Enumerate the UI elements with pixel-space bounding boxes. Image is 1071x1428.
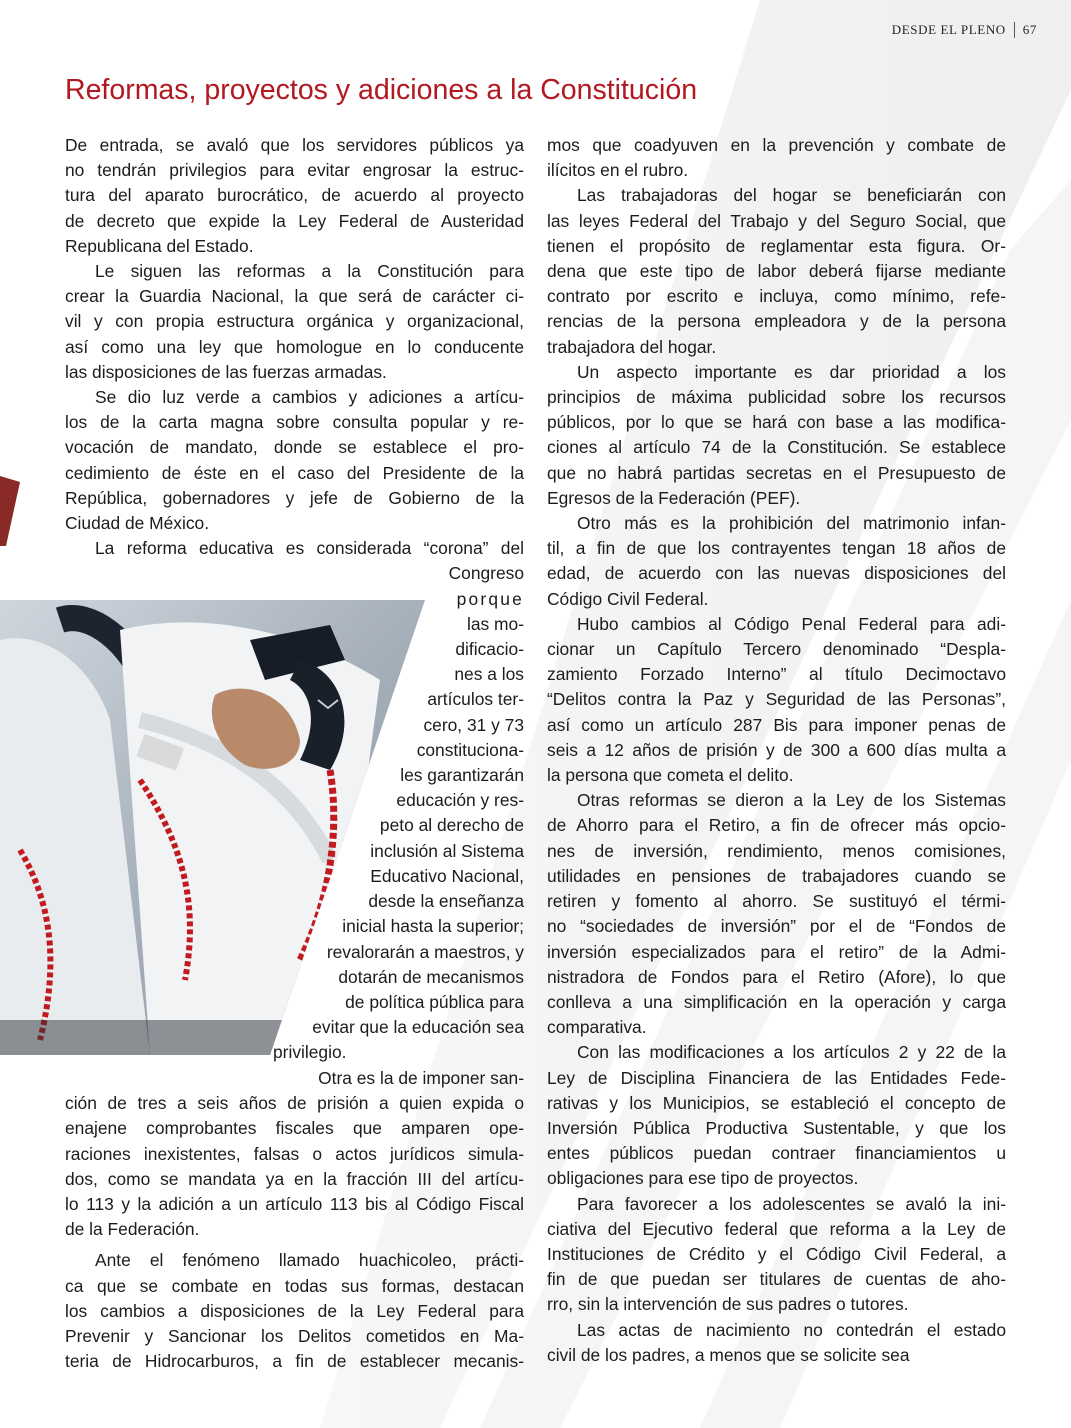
text-line: los de la carta magna sobre consulta popular y re-: [65, 412, 524, 433]
text-line: Educativo Nacional,: [370, 865, 524, 886]
text-line: Otras reformas se dieron a la Ley de los Sistemas: [577, 790, 1006, 811]
text-line: inclusión al Sistema: [370, 840, 524, 861]
text-line: principios de máxima publicidad sobre los recursos: [547, 387, 1006, 408]
text-line: nes a los: [454, 664, 524, 685]
right-column: [547, 133, 1006, 1368]
paragraph: [65, 133, 524, 259]
text-line: rativas y los Municipios, se estableció el concepto de: [547, 1092, 1006, 1113]
text-line: los cambios a disposiciones de la Ley Federal para: [65, 1300, 524, 1321]
text-line: así como una ley que homologue en lo conducente: [65, 336, 524, 357]
text-line: ción de tres a seis años de prisión a quien expida o: [65, 1093, 524, 1114]
text-line: dena que este tipo de labor deberá fijarse mediante: [547, 261, 1006, 282]
text-line: nes de inversión, rendimiento, menos comisiones,: [547, 840, 1006, 861]
text-line: vocación de mandato, donde se establece el pro-: [65, 437, 524, 458]
text-line: mos que coadyuven en la prevención y combate de: [547, 135, 1006, 155]
text-line: De entrada, se avaló que los servidores públicos ya: [65, 135, 524, 155]
text-line: de política pública para: [345, 991, 524, 1012]
text-line: La reforma educativa es considerada “corona” del: [95, 538, 524, 559]
text-line: fin de que puedan ser titulares de cuentas de aho-: [547, 1269, 1006, 1290]
text-line: porque: [456, 588, 524, 609]
text-line: dificacio-: [455, 639, 524, 660]
text-line: las disposiciones de las fuerzas armadas.: [65, 361, 387, 382]
text-line: privilegio.: [273, 1042, 347, 1063]
text-line: educación y res-: [396, 790, 524, 811]
text-line: Republicana del Estado.: [65, 235, 254, 256]
text-line: ciativa del Ejecutivo federal que reforma a la Ley de: [547, 1218, 1006, 1239]
paragraph: [547, 1040, 1006, 1191]
text-line: cero, 31 y 73: [423, 714, 524, 735]
text-line: Instituciones de Crédito y el Código Civil Federal, a: [547, 1243, 1006, 1264]
paragraph: [547, 612, 1006, 788]
text-line: Las trabajadoras del hogar se beneficiarán con: [577, 185, 1006, 206]
text-line: rencias de la persona empleadora y de la persona: [547, 311, 1006, 332]
text-line: nistradora de Fondos para el Retiro (Afore), lo que: [547, 966, 1006, 987]
text-line: de la Federación.: [65, 1219, 200, 1240]
text-line: rro, sin la intervención de sus padres o tutores.: [547, 1294, 909, 1315]
paragraph: [65, 1248, 524, 1374]
text-line: públicos, por lo que se hará con base a las modifica-: [547, 412, 1006, 433]
text-line: conlleva a una simplificación en la operación y carga: [547, 991, 1006, 1012]
article-title: Reformas, proyectos y adiciones a la Constitución: [65, 74, 698, 106]
text-line: las mo-: [466, 613, 524, 634]
text-line: Otro más es la prohibición del matrimonio infan-: [577, 513, 1006, 534]
text-line: enajene comprobantes fiscales que amparen ope-: [65, 1118, 524, 1139]
text-line: República, gobernadores y jefe de Gobierno de la: [65, 487, 524, 508]
text-line: lo 113 y la adición a un artículo 113 bis al Código Fiscal: [65, 1194, 524, 1215]
text-line: cionar un Capítulo Tercero denominado “Despla-: [547, 639, 1006, 660]
text-line: contrato por escrito e incluya, como mínimo, refe-: [547, 286, 1006, 307]
section-name: DESDE EL PLENO: [891, 22, 1006, 37]
text-line: Prevenir y Sancionar los Delitos cometidos en Ma-: [65, 1326, 524, 1347]
paragraph: [547, 133, 1006, 183]
text-line: cedimiento de éste en el caso del Presidente de la: [65, 462, 524, 483]
text-line: constituciona-: [416, 739, 524, 760]
text-line: Hubo cambios al Código Penal Federal para adi-: [577, 613, 1006, 634]
text-line: evitar que la educación sea: [312, 1017, 524, 1038]
red-tab-mark: [0, 476, 20, 546]
text-line: peto al derecho de: [379, 815, 524, 836]
text-line: utilidades en pensiones de trabajadores cuando se: [547, 865, 1006, 886]
paragraph: [547, 1192, 1006, 1318]
text-line: así como un artículo 287 Bis para imponer penas de: [547, 714, 1006, 735]
text-line: Se dio luz verde a cambios y adiciones a artícu-: [95, 387, 524, 408]
paragraph: [547, 183, 1006, 359]
text-line: trabajadora del hogar.: [547, 336, 717, 357]
text-line: no tendrán privilegios para evitar engrosar la estruc-: [65, 160, 524, 181]
text-line: Le siguen las reformas a la Constitución para: [95, 261, 524, 282]
text-line: no “sociedades de inversión” por el de “Fondos de: [547, 916, 1006, 937]
text-line: retiren y fomento al ahorro. Se sustituyó el térmi-: [547, 891, 1006, 912]
paragraph: [547, 788, 1006, 1040]
text-line: la persona que cometa el delito.: [547, 765, 794, 786]
text-line: entes públicos puedan contraer financiamientos u: [547, 1143, 1006, 1164]
text-line: artículos ter-: [427, 689, 524, 710]
text-line: Para favorecer a los adolescentes se avaló la ini-: [577, 1193, 1006, 1214]
running-header: [892, 22, 1037, 38]
paragraph: [547, 360, 1006, 511]
text-line: comparativa.: [547, 1017, 647, 1038]
text-line: de Ahorro para el Retiro, a fin de ofrecer más opcio-: [547, 815, 1006, 836]
text-line: les garantizarán: [400, 765, 524, 786]
paragraph: [547, 511, 1006, 612]
text-line: que no habrá partidas secretas en el Presupuesto de: [547, 462, 1006, 483]
text-line: de decreto que expide la Ley Federal de Austeridad: [65, 210, 524, 231]
text-line: seis a 12 años de prisión y de 300 a 600 días multa a: [547, 739, 1006, 760]
paragraph: [547, 1318, 1006, 1368]
left-column-bottom: [65, 1066, 524, 1374]
page-number: 67: [1022, 22, 1037, 37]
text-line: tura del aparato burocrático, de acuerdo al proyecto: [65, 185, 524, 206]
text-line: zamiento Forzado Interno” al título Decimoctavo: [547, 664, 1006, 685]
text-line: obligaciones para ese tipo de proyectos.: [547, 1168, 859, 1189]
paragraph: [65, 259, 524, 385]
text-line: las leyes Federal del Trabajo y del Seguro Social, que: [547, 210, 1006, 231]
text-line: Las actas de nacimiento no contedrán el estado: [577, 1319, 1006, 1340]
text-line: raciones inexistentes, falsas o actos jurídicos simula-: [65, 1143, 524, 1164]
text-line: Inversión Pública Productiva Sustentable, y que los: [547, 1117, 1006, 1138]
text-line: crear la Guardia Nacional, la que será de carácter ci-: [65, 286, 524, 307]
header-divider: [1014, 22, 1015, 38]
text-line: desde la enseñanza: [368, 891, 524, 912]
text-line: inicial hasta la superior;: [342, 916, 524, 937]
text-line: teria de Hidrocarburos, a fin de establecer mecanis-: [65, 1351, 524, 1372]
text-line: Un aspecto importante es dar prioridad a los: [577, 361, 1006, 382]
text-line: til, a fin de que los contrayentes tengan 18 años de: [547, 538, 1006, 559]
text-line: Congreso: [448, 563, 524, 584]
text-line: Ciudad de México.: [65, 513, 210, 534]
text-line: civil de los padres, a menos que se solicite sea: [547, 1344, 910, 1365]
text-line: Otra es la de imponer san-: [318, 1068, 524, 1088]
text-line: Ante el fenómeno llamado huachicoleo, prácti-: [95, 1250, 524, 1271]
text-line: dos, como se mandata ya en la fracción III del artícu-: [65, 1168, 524, 1189]
text-line: Con las modificaciones a los artículos 2 y 22 de la: [577, 1042, 1006, 1063]
left-column: [65, 133, 524, 1066]
text-line: “Delitos contra la Paz y Seguridad de las Personas”,: [547, 689, 1006, 710]
text-line: ca que se combate en todas sus formas, destacan: [65, 1275, 524, 1296]
text-line: tienen el propósito de reglamentar esta figura. Or-: [547, 235, 1006, 256]
paragraph: [65, 385, 524, 536]
text-line: Ley de Disciplina Financiera de las Entidades Fede-: [547, 1067, 1006, 1088]
paragraph: [65, 1066, 524, 1242]
text-line: vil y con propia estructura orgánica y organizacional,: [65, 311, 524, 332]
paragraph-wrap-around-photo: [65, 536, 524, 1065]
text-line: inversión especializados para el retiro” de la Admi-: [547, 941, 1006, 962]
text-line: dotarán de mecanismos: [338, 966, 524, 987]
text-line: Egresos de la Federación (PEF).: [547, 487, 801, 508]
text-line: edad, de acuerdo con las nuevas disposiciones del: [547, 563, 1006, 584]
text-line: ciones al artículo 74 de la Constitución. Se establece: [547, 437, 1006, 458]
text-line: Código Civil Federal.: [547, 588, 709, 609]
text-line: revalorarán a maestros, y: [326, 941, 524, 962]
text-line: ilícitos en el rubro.: [547, 160, 689, 181]
